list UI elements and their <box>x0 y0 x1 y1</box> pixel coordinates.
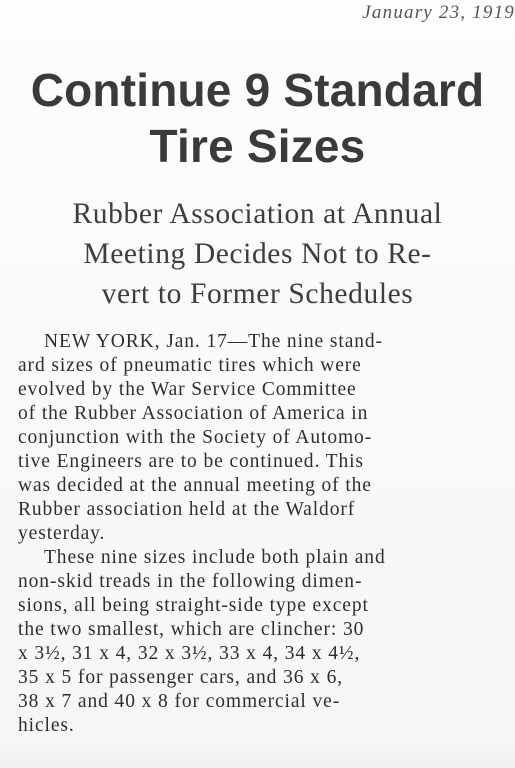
article-line: ard sizes of pneumatic tires which were <box>18 355 362 376</box>
article-line: conjunction with the Society of Automo- <box>18 427 373 448</box>
article-line: Rubber association held at the Waldorf <box>18 499 356 520</box>
article-line: non-skid treads in the following dimen- <box>18 571 363 592</box>
headline-line: Continue 9 Standard <box>30 64 485 116</box>
article-line: 35 x 5 for passenger cars, and 36 x 6, <box>18 667 343 688</box>
headline <box>0 62 515 174</box>
article-line: These nine sizes include both plain and <box>44 547 386 568</box>
article-line: the two smallest, which are clincher: 30 <box>18 619 365 640</box>
article-line: sions, all being straight-side type except <box>18 595 369 616</box>
subheadline <box>0 194 515 314</box>
article-body <box>18 330 498 738</box>
article-line: hicles. <box>18 715 75 736</box>
article-line: yesterday. <box>18 523 106 544</box>
article-line: of the Rubber Association of America in <box>18 403 369 424</box>
subheadline-line: Meeting Decides Not to Re- <box>83 238 432 270</box>
subheadline-line: Rubber Association at Annual <box>72 198 443 230</box>
article-line: 38 x 7 and 40 x 8 for commercial ve- <box>18 691 341 712</box>
headline-line: Tire Sizes <box>149 120 366 172</box>
article-line: tive Engineers are to be continued. This <box>18 451 364 472</box>
dateline: January 23, 1919 <box>362 2 515 23</box>
page-bottom-fade <box>0 746 515 768</box>
article-line: NEW YORK, Jan. 17—The nine stand- <box>44 331 383 352</box>
subheadline-line: vert to Former Schedules <box>101 278 414 310</box>
article-line: was decided at the annual meeting of the <box>18 475 372 496</box>
article-line: x 3½, 31 x 4, 32 x 3½, 33 x 4, 34 x 4½, <box>18 643 361 664</box>
article-line: evolved by the War Service Committee <box>18 379 357 400</box>
